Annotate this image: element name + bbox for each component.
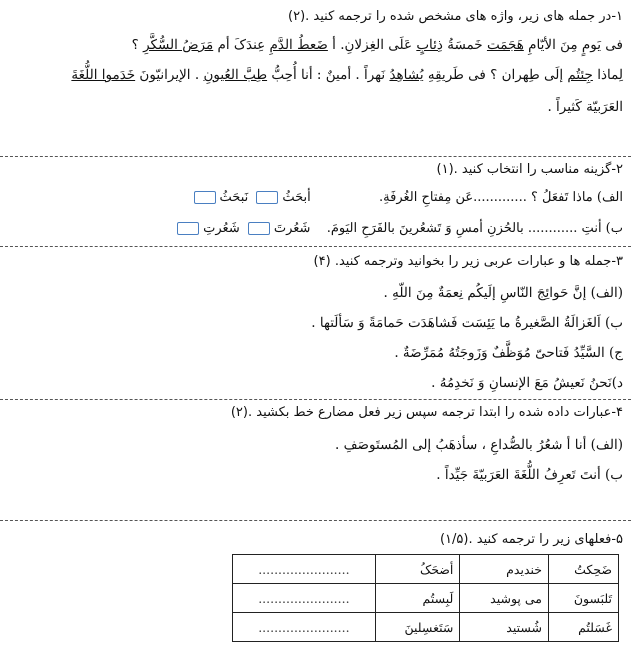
underlined-word: یُشاهِدُ <box>389 67 424 83</box>
question-3-item-c: ج) السَّیِّدُ فَتاحیّ مُوَظَّفٌ وَزَوجَتُهُ مُمَرِّضَةٌ . <box>394 345 623 361</box>
item-text: ب) أنتِ ............ بالحُزنِ أمسِ وَ تَشعُرینَ بالفَرَحِ الیَومَ. <box>326 221 623 236</box>
verb-cell: تَلبَسونَ <box>549 584 619 613</box>
underlined-word: ذِئابٍ <box>416 37 443 53</box>
option-label: شَعُرتِ <box>203 221 240 236</box>
question-4-item-a: (الف) أنا أ شعُرُ بالصُّداعِ ، سأذهَبُ إلی المُستَوصَفِ . <box>335 437 623 453</box>
translation-cell: می پوشید <box>460 584 549 613</box>
verb-cell: أضحَکُ <box>375 555 460 584</box>
question-3-item-a: (الف) إنَّ حَوائِجَ النّاسِ إلَیکُم نِعمَةٌ مِنَ اللّهِ . <box>383 285 623 301</box>
underlined-word: مَرَضُ السُّکَّرِ <box>143 37 214 53</box>
text-segment: . الإیرانیّونَ <box>135 67 204 83</box>
question-2-title: ۲-گزینه مناسب را انتخاب کنید .(۱) <box>436 162 623 177</box>
question-2-section <box>0 157 631 247</box>
question-1-line-2 <box>0 66 623 84</box>
option-shaurti-f <box>173 220 240 238</box>
verb-cell: غَسَلتُم <box>549 613 619 642</box>
answer-blank[interactable]: ....................... <box>233 584 376 613</box>
question-3-item-d: د)نَحنُ نَعیشُ مَعَ الإنسانِ وَ نَخدِمُهُ . <box>431 375 623 391</box>
question-3-item-b: ب) اَلغَزالَةُ الصَّغیرةُ ما یَئِسَت فَشاهَدَت حَمامَةً وَ سَألَتها . <box>311 315 623 331</box>
question-4-title: ۴-عبارات داده شده را ابتدا ترجمه سپس زیر فعل مضارع خط بکشید .(۲) <box>230 405 623 420</box>
underlined-word: ضَعطُ الدَّمِ <box>269 37 328 53</box>
verb-cell: ضَحِکتُ <box>549 555 619 584</box>
text-segment: ؟ <box>131 37 144 53</box>
table-row <box>233 555 619 584</box>
question-1-line-1 <box>6 36 623 54</box>
table-row <box>233 613 619 642</box>
verb-cell: لَبِستُم <box>375 584 460 613</box>
question-1-title: ۱-در جمله های زیر، واژه های مشخص شده را ترجمه کنید .(۲) <box>288 9 623 24</box>
answer-blank[interactable]: ....................... <box>233 555 376 584</box>
checkbox[interactable] <box>177 222 199 235</box>
option-label: أبحَثُ <box>282 190 311 205</box>
item-text: الف) ماذا تَفعَلُ ؟ .............عَن مِفتاحِ الغُرفَةِ. <box>379 190 623 205</box>
underlined-word: هَجَمَت <box>486 37 524 53</box>
question-1-section <box>0 0 631 157</box>
text-segment: نَهراً . أمینٌ : أنا أُحِبُّ <box>267 67 390 83</box>
text-segment: عِندَکَ أم <box>213 37 270 53</box>
table-row <box>233 584 619 613</box>
question-4-item-b: ب) أنتَ تَعرِفُ اللُّغَةَ العَرَبیّةَ جَیِّداً . <box>436 467 623 483</box>
checkbox[interactable] <box>256 191 278 204</box>
underlined-word: خَدَموا اللُّغَةَ <box>71 67 136 83</box>
option-abhathu <box>252 189 310 207</box>
checkbox[interactable] <box>248 222 270 235</box>
underlined-word: جِئتُم <box>567 67 593 83</box>
text-segment: لِماذا <box>592 67 623 83</box>
verbs-table <box>232 554 619 642</box>
question-3-title: ۳-جمله ها و عبارات عربی زیر را بخوانید وترجمه کنید. (۴) <box>313 254 623 269</box>
text-segment: خَمسَةُ <box>442 37 487 53</box>
checkbox[interactable] <box>194 191 216 204</box>
question-5-title: ۵-فعلهای زیر را ترجمه کنید .(۱/۵) <box>439 532 623 547</box>
question-2-item-b <box>6 220 623 238</box>
option-label: شَعُرتَ <box>273 221 311 236</box>
question-1-line-3: العَرَبیّة کَثیراً . <box>547 99 623 115</box>
translation-cell: خندیدم <box>460 555 549 584</box>
text-segment: فی یَومٍ مِنَ الأیّامِ <box>523 37 623 53</box>
question-4-section <box>0 400 631 521</box>
text-segment: عَلَی الغِزلانِ. أ <box>327 37 417 53</box>
option-shaurta-m <box>244 220 311 238</box>
question-2-item-a <box>6 189 623 207</box>
option-label: نَبحَثُ <box>219 190 249 205</box>
text-segment: إلَی طِهران ؟ فی طَریقِهِ <box>423 67 568 83</box>
option-nabhathu <box>190 189 249 207</box>
answer-blank[interactable]: ....................... <box>233 613 376 642</box>
question-3-section <box>0 247 631 400</box>
verb-cell: سَتَغسِلینَ <box>375 613 460 642</box>
underlined-word: طِبَّ العُیونِ <box>203 67 268 83</box>
translation-cell: شُستید <box>460 613 549 642</box>
